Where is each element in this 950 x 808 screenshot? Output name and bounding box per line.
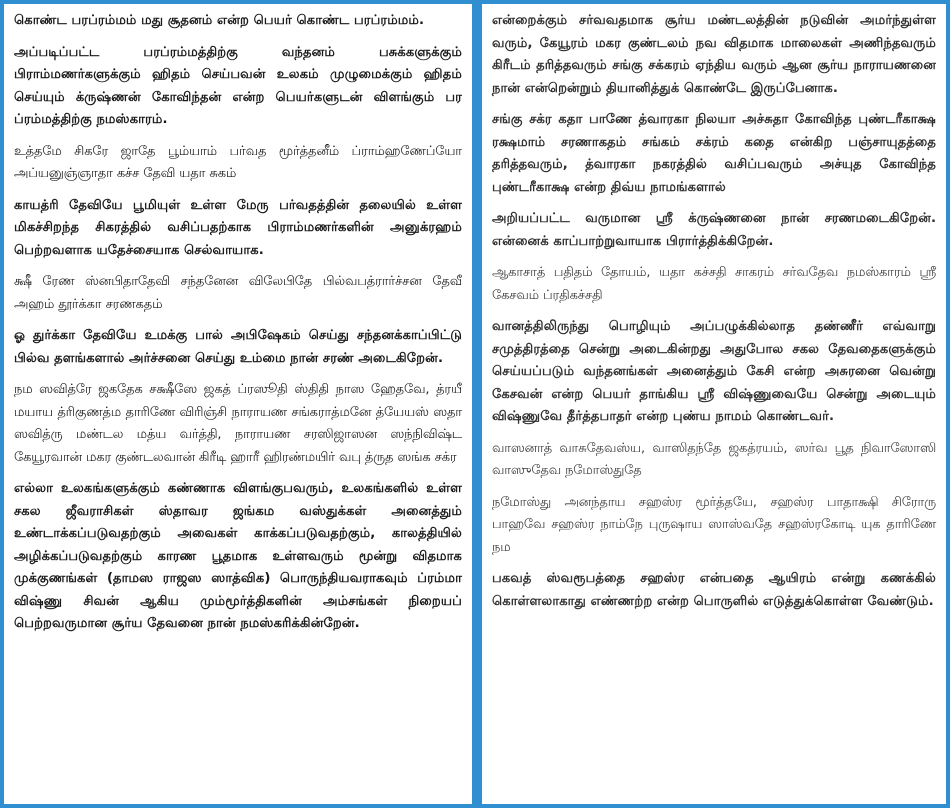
left-page-paragraph: ஓ துர்க்கா தேவியே உமக்கு பால் அபிஷேகம் செய்து சந்தனக்காப்பிட்டு பில்வ தளங்களால் அர்ச்சனை செய்து உம்மை நான் சரண் அடைகிறேன். [14,328,462,366]
right-page-paragraph: நமோஸ்து அனந்தாய சஹஸ்ர மூர்த்தயே, சஹஸ்ர பாதாக்ஷி சிரோரு பாஹவே சஹஸ்ர நாம்நே புருஷாய ஸாஸ்வதே சஹஸ்ரகோடி யுக தாரிணே நம [492,494,936,555]
right-page-paragraph: வானத்திலிருந்து பொழியும் அப்பழுக்கில்லாத தண்ணீர் எவ்வாறு சமுத்திரத்தை சென்று அடைகின்றது அதுபோல சகல தேவதைகளுக்கும் செய்யப்படும் வந்தனங்கள் அனைத்தும் கேசி என்ற அசுரனை வென்று கேசவன் என்ற பெயர் தாங்கிய ஸ்ரீ விஷ்ணுவையே சென்று அடையும் விஷ்ணுவே தீர்த்தபாதர் என்ற புண்ய நாமம் கொண்டவர். [492,319,936,424]
right-page-paragraph: என்றைக்கும் சர்வவதமாக சூர்ய மண்டலத்தின் நடுவின் அமர்ந்துள்ள வரும், கேயூரம் மகர குண்டலம் நவ விதமாக மாலைகள் அணிந்தவரும் கிரீடம் தரித்தவரும் சங்கு சக்கரம் ஏந்திய வரும் ஆன சூர்ய நாராயணனை நான் என்றென்றும் தியானித்துக் கொண்டே இருப்பேனாக. [492,13,936,96]
left-page-paragraph: அப்படிப்பட்ட பரப்ரம்மத்திற்கு வந்தனம் பசுக்களுக்கும் பிராம்மணர்களுக்கும் ஹிதம் செய்பவன் உலகம் முழுமைக்கும் ஹிதம் செய்யும் க்ருஷ்ணன் கோவிந்தன் என்ற பெயர்களுடன் விளங்கும் பர ப்ரம்மத்திற்கு நமஸ்காரம். [14,44,462,127]
left-page-paragraph: கொண்ட பரப்ரம்மம் மது சூதனம் என்ற பெயர் கொண்ட பரப்ரம்மம். [14,13,425,28]
right-page-paragraph: பகவத் ஸ்வரூபத்தை சஹஸ்ர என்பதை ஆயிரம் என்று கணக்கில் கொள்ளலாகாது எண்ணற்ற என்ற பொருளில் எடுத்துக்கொள்ள வேண்டும். [492,571,936,609]
left-page-paragraph: எல்லா உலகங்களுக்கும் கண்ணாக விளங்குபவரும், உலகங்களில் உள்ள சகல ஜீவராசிகள் ஸ்தாவர ஜங்கம வஸ்துக்கள் அனைத்தும் உண்டாக்கப்படுவதற்கும் அவைகள் காக்கப்படுவதற்கும், காலத்தியில் அழிக்கப்படுவதற்கும் காரண பூதமாக உள்ளவரும் மூன்று விதமாக முக்குணங்கள் (தாமஸ ராஜஸ ஸாத்விக) பொருந்தியவராகவும் ப்ரம்மா விஷ்ணு சிவன் ஆகிய மும்மூர்த்திகளின் அம்சங்கள் நிறையப் பெற்றவருமான சூர்ய தேவனை நான் நமஸ்கரிக்கின்றேன். [14,481,462,631]
left-page-paragraph: காயத்ரி தேவியே பூமியுள் உள்ள மேரு பர்வதத்தின் தலையில் உள்ள மிகச்சிறந்த சிகரத்தில் வசிப்பதற்காக பிராம்மணர்களின் அனுக்ரஹம் பெற்றவளாக யதேச்சையாக செல்வாயாக. [14,197,462,258]
right-page-paragraph: வாஸனாத் வாசுதேவஸ்ய, வாஸிதந்தே ஜகத்ரயம், ஸர்வ பூத நிவாஸோஸி வாஸுதேவ நமோஸ்துதே [492,440,936,478]
left-page-paragraph: நம ஸவித்ரே ஜகதேக சக்ஷீஸே ஜகத் ப்ரஸூதி ஸ்திதி நாஸ ஹேதவே, த்ரயீ மயாய த்ரிகுணத்ம தாரிணே விரிஞ்சி நாராயண சங்கராத்மனே த்யேயஸ் ஸதா ஸவித்ரு மண்டல மத்ய வர்த்தி, நாராயண சரஸிஜாஸன ஸந்நிவிஷ்ட கேயூரவான் மகர குண்டலவான் கிரீடி ஹாரீ ஹிரண்மயிர் வபு த்ருத ஸங்க சக்ர [14,382,462,465]
left-page [4,4,472,804]
left-page-paragraph: உத்தமே சிகரே ஜாதே பூம்யாம் பர்வத மூர்த்தனீம் ப்ராம்ஹணேப்யோ அப்யனுஞ்ஞாதா கச்ச தேவி யதா சுகம் [14,143,462,181]
left-page-paragraph: க்ஷீ ரேண ஸ்னபிதாதேவி சந்தனேன விலேபிதே பில்வபத்ரார்ச்சன தேவீ அஹம் தூர்க்கா சரணகதம் [14,274,462,312]
right-page-paragraph: ஆகாசாத் பதிதம் தோயம், யதா கச்சதி சாகரம் சர்வதேவ நமஸ்காரம் ஸ்ரீ கேசவம் ப்ரதிகச்சதி [492,265,936,303]
right-page-paragraph: சங்கு சக்ர கதா பாணே த்வாரகா நிலயா அச்சுதா கோவிந்த புண்டரீகாக்ஷ ரக்ஷமாம் சரணாகதம் சங்கம் சக்ரம் கதை என்கிற பஞ்சாயுதத்தை தரித்தவரும், த்வாரகா நகரத்தில் வசிப்பவரும் அச்யுத கோவிந்த புண்டரீகாக்ஷ என்ற திவ்ய நாமங்களால் [492,112,936,195]
right-page [482,4,946,804]
right-page-paragraph: அறியப்பட்ட வருமான ஸ்ரீ க்ருஷ்ணனை நான் சரணமடைகிறேன். என்னைக் காப்பாற்றுவாயாக பிரார்த்திக்கிறேன். [492,211,936,249]
